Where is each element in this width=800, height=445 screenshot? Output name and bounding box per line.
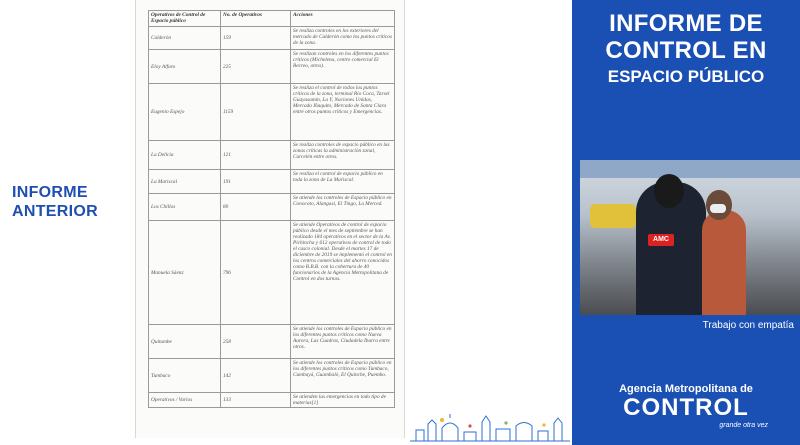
photo-edge [572, 160, 580, 315]
count-cell: 225 [221, 50, 291, 84]
agency-slogan: grande otra vez [719, 422, 768, 429]
zone-cell: La Mariscal [149, 170, 221, 194]
action-cell: Se atiende los controles de Espacio público en los diferentes puntos críticos como Nueva Aurora, Las Cuadras, Ciudadela Ibarra entre otros. [291, 325, 395, 359]
action-cell: Se realiza el control de espacio público en toda la zona de La Mariscal. [291, 170, 395, 194]
table-row [149, 393, 395, 408]
action-cell: Se realiza controles de espacio público en las zonas críticas la administración zonal, Carcelén entre otros. [291, 141, 395, 170]
city-skyline-illustration [410, 414, 570, 442]
zone-cell: Tumbaco [149, 359, 221, 393]
count-cell: 142 [221, 359, 291, 393]
action-cell: Se realiza controles en los exteriores del mercado de Calderón como los puntos críticos de la zona. [291, 27, 395, 50]
zone-cell: Quitumbe [149, 325, 221, 359]
col-header-count: No. de Operativos [221, 11, 291, 27]
count-cell: 80 [221, 194, 291, 221]
count-cell: 121 [221, 141, 291, 170]
count-cell: 1159 [221, 84, 291, 141]
table-row [149, 194, 395, 221]
zone-cell: Eloy Alfaro [149, 50, 221, 84]
table-row [149, 359, 395, 393]
report-document [135, 0, 405, 438]
previous-report-line2: ANTERIOR [12, 203, 98, 220]
zone-cell: Los Chillos [149, 194, 221, 221]
zone-cell: Manuela Sáenz [149, 221, 221, 325]
cover-title-line3: ESPACIO PÚBLICO [607, 67, 765, 86]
col-header-actions: Acciones [291, 11, 395, 27]
photo-agent-head [654, 174, 684, 208]
action-cell: Se atiende Operativos de control de espacio público desde el mes de septiembre se han realizado 184 operativos en el sector de la Av. Pichincha y 612 operativos de control de todo el casco colonial. Desde el martes 17 de diciembre de 2019 se implementó el control en los centros comerciales del ahorro conocidos como B.B.B. con la cobertura de 40 funcionarios de la Agencia Metropolitana de Control en dos turnos. [291, 221, 395, 325]
table-row [149, 141, 395, 170]
previous-report-line1: INFORME [12, 184, 88, 201]
count-cell: 133 [221, 393, 291, 408]
agency-name-line1: Agencia Metropolitana de [619, 383, 753, 395]
agency-name-line2: CONTROL [623, 394, 749, 421]
table-row [149, 50, 395, 84]
agency-logo [572, 383, 800, 429]
action-cell: Se atiende los controles de Espacio público en Conocoto, Alangasí, El Tingo, La Merced. [291, 194, 395, 221]
photo-taxi [590, 204, 636, 228]
field-photo [572, 160, 800, 315]
photo-caption: Trabajo con empatía [702, 320, 794, 331]
cover-title-line1: INFORME DE [609, 10, 763, 37]
action-cell: Se realiza el control de todos los puntos críticos de la zona, terminal Río Coca, Tarsel Guayasamín, La Y, Naciones Unidas, Mercado Iñaquito, Mercado de Santa Clara entre otros puntos críticos y Emergencias. [291, 84, 395, 141]
table-row [149, 27, 395, 50]
action-cell: Se atienden las emergencias en todo tipo de materias[1] [291, 393, 395, 408]
count-cell: 159 [221, 27, 291, 50]
cover-panel [572, 0, 800, 445]
table-row [149, 221, 395, 325]
table-row [149, 84, 395, 141]
table-row [149, 170, 395, 194]
zone-cell: Eugenio Espejo [149, 84, 221, 141]
count-cell: 191 [221, 170, 291, 194]
zone-cell: Calderón [149, 27, 221, 50]
action-cell: Se realizan controles en los diferentes puntos críticos (Michelena, centro comercial El Recreo, otros). [291, 50, 395, 84]
operations-table [148, 10, 395, 408]
photo-vendor-mask [710, 204, 726, 213]
col-header-zone: Operativos de Control de Espacio público [149, 11, 221, 27]
count-cell: 796 [221, 221, 291, 325]
action-cell: Se atiende los controles de Espacio público en los diferentes puntos críticos como Tumbaco, Cumbayá, Guambaló, El Quinche, Puembo. [291, 359, 395, 393]
count-cell: 258 [221, 325, 291, 359]
previous-report-label [12, 183, 122, 221]
photo-vendor [702, 210, 746, 315]
cover-title [572, 10, 800, 88]
cover-title-line2: CONTROL EN [605, 37, 767, 64]
table-row [149, 325, 395, 359]
photo-awning [572, 160, 800, 178]
zone-cell: Operativos / Varios [149, 393, 221, 408]
zone-cell: La Delicia [149, 141, 221, 170]
photo-agent-badge: AMC [648, 234, 674, 246]
table-header-row [149, 11, 395, 27]
